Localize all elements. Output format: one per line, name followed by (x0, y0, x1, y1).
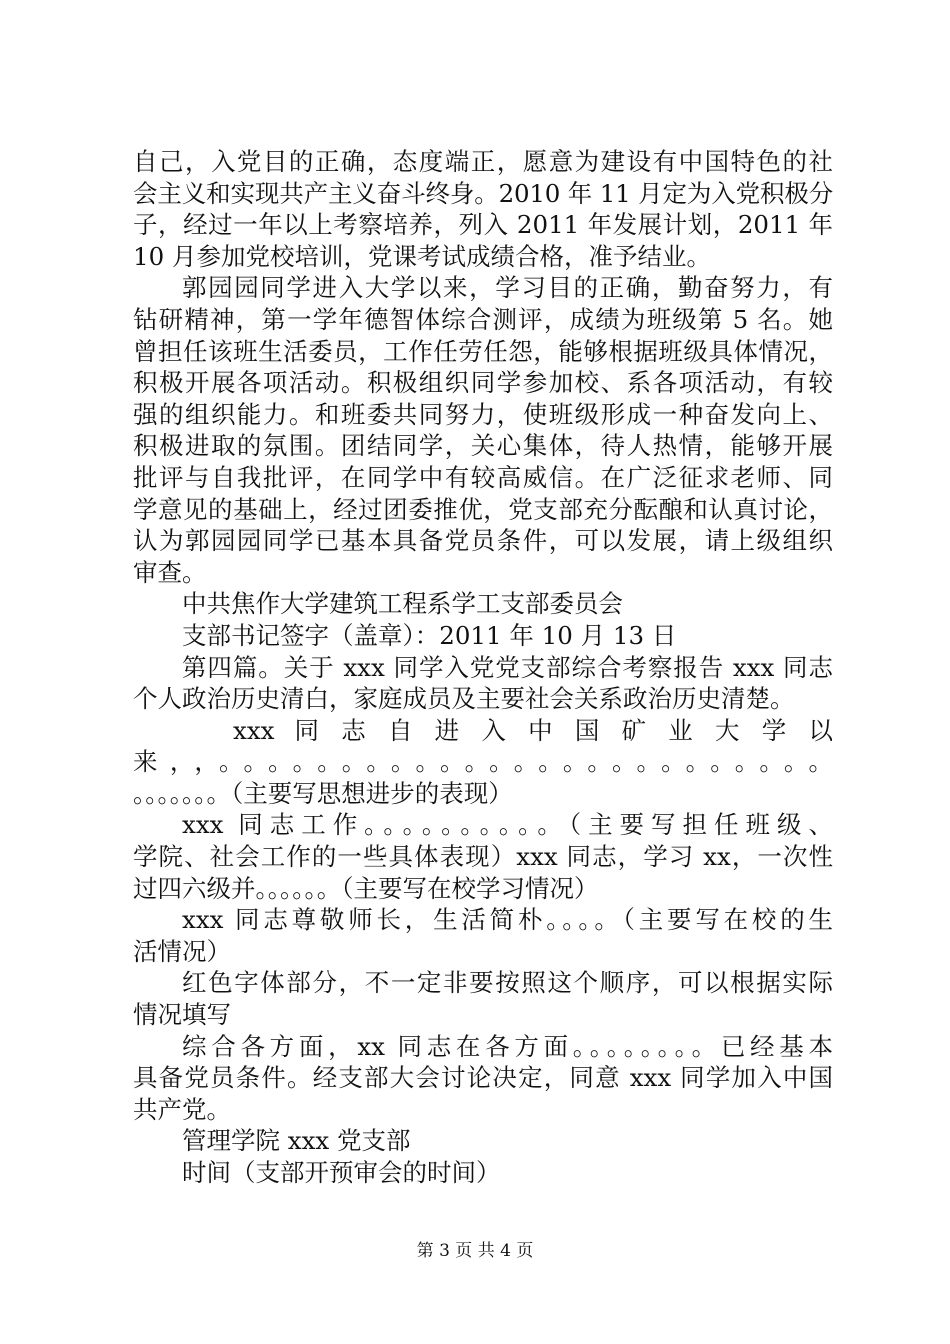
text-line: xxx 同志工作。。。。。。。。。。（主要写担任班级、 (182, 810, 833, 840)
text-line: 红色字体部分，不一定非要按照这个顺序，可以根据实际 (182, 968, 833, 998)
document-body (133, 146, 833, 1189)
text-line: 活情况） (133, 936, 231, 966)
text-line: 审查。 (133, 557, 207, 587)
page-footer (0, 1240, 950, 1262)
text-line: 学院、社会工作的一些具体表现）xxx 同志，学习 xx，一次性 (133, 842, 833, 872)
text-line: 自己，入党目的正确，态度端正，愿意为建设有中国特色的社 (133, 147, 833, 176)
text-line: 积极开展各项活动。积极组织同学参加校、系各项活动，有较 (133, 368, 833, 398)
text-line: 管理学院 xxx 党支部 (182, 1126, 411, 1156)
text-line: 10 月参加党校培训，党课考试成绩合格，准予结业。 (133, 241, 711, 271)
text-line: 来，，。。。。。。。。。。。。。。。。。。。。。。。。。 (133, 747, 833, 777)
text-line: xxx 同 志 自 进 入 中 国 矿 业 大 学 以 (133, 715, 833, 745)
text-line: 学意见的基础上，经过团委推优，党支部充分酝酿和认真讨论， (133, 494, 833, 524)
text-line: 钻研精神，第一学年德智体综合测评，成绩为班级第 5 名。她 (133, 304, 833, 334)
text-line: 时间（支部开预审会的时间） (182, 1158, 501, 1187)
text-line: 子，经过一年以上考察培养，列入 2011 年发展计划，2011 年 (133, 210, 833, 240)
text-line: 强的组织能力。和班委共同努力，使班级形成一种奋发向上、 (133, 399, 833, 429)
text-line: 支部书记签字（盖章）：2011 年 10 月 13 日 (182, 620, 677, 650)
text-line: 批评与自我批评，在同学中有较高威信。在广泛征求老师、同 (133, 462, 833, 492)
text-line: 具备党员条件。经支部大会讨论决定，同意 xxx 同学加入中国 (133, 1063, 833, 1093)
text-line: 中共焦作大学建筑工程系学工支部委员会 (182, 589, 623, 619)
text-line: 过四六级并。。。。。。（主要写在校学习情况） (133, 873, 599, 903)
text-line: 积极进取的氛围。团结同学，关心集体，待人热情，能够开展 (133, 431, 833, 461)
text-line: 。。。。。。。（主要写思想进步的表现） (133, 778, 513, 808)
text-line: xxx 同志尊敬师长，生活简朴。。。。（主要写在校的生 (182, 905, 833, 935)
text-line: 曾担任该班生活委员，工作任劳任怨，能够根据班级具体情况， (133, 336, 833, 366)
text-line: 个人政治历史清白，家庭成员及主要社会关系政治历史清楚。 (133, 684, 795, 714)
text-line: 情况填写 (133, 1000, 231, 1030)
text-line: 认为郭园园同学已基本具备党员条件，可以发展，请上级组织 (133, 526, 833, 556)
text-line: 共产党。 (133, 1094, 231, 1124)
text-line: 会主义和实现共产主义奋斗终身。2010 年 11 月定为入党积极分 (133, 178, 833, 208)
text-line: 综合各方面，xx 同志在各方面。。。。。。。。已经基本 (182, 1031, 833, 1061)
text-line: 郭园园同学进入大学以来，学习目的正确，勤奋努力，有 (182, 273, 833, 303)
text-line: 第四篇。关于 xxx 同学入党党支部综合考察报告 xxx 同志 (182, 652, 833, 682)
page-number-label: 第 3 页 共 4 页 (416, 1241, 534, 1261)
